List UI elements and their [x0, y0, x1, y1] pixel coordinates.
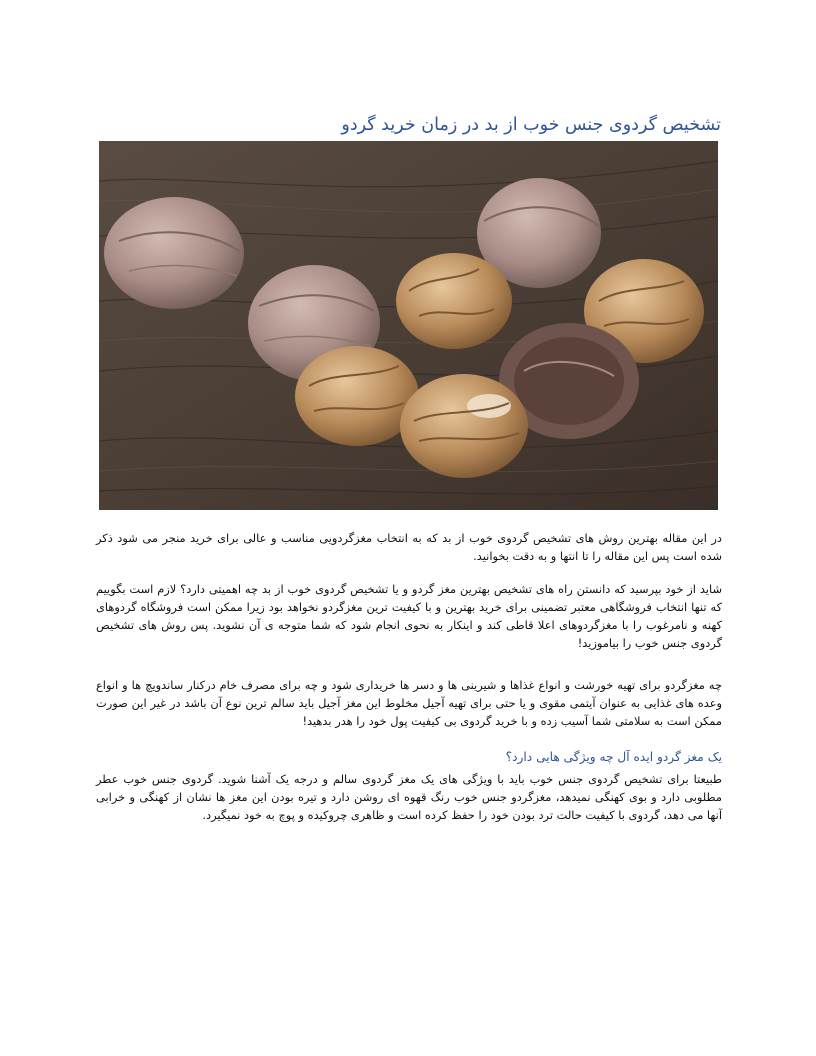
walnut-kernel-front-center [400, 374, 528, 478]
section-heading: یک مغز گردو ایده آل چه ویژگی هایی دارد؟ [505, 750, 722, 764]
paragraph-uses: چه مغزگردو برای تهیه خورشت و انواع غذاها و شیرینی ها و دسر ها خریداری شود و چه برای مصرف خام درکنار ساندویچ ها و انواع وعده های غذایی به عنوان آیتمی مقوی و یا حتی برای تهیه آجیل مخلوط این مغز آجیل باید سالم ترین نوع آن باشد در غیر این صورت ممکن است به سلامتی شما آسیب زده و با خرید گردوی بی کیفیت پول خود را هدر بدهید! [96, 678, 722, 728]
paragraph-importance: شاید از خود بپرسید که دانستن راه های تشخیص بهترین مغز گردو و یا تشخیص گردوی خوب از بد چه اهمیتی دارد؟ لازم است بگوییم که تنها انتخاب فروشگاهی معتبر تضمینی برای خرید بهترین و با کیفیت ترین مغزگردو نخواهد بود زیرا ممکن است فروشگاه گردوهای کهنه و نامرغوب را با مغزگردوهای اعلا قاطی کند و اینکار به نحوی انجام شود که شما متوجه ی آن نشوید. پس روش های تشخیص گردوی جنس خوب را بیاموزید! [96, 582, 722, 650]
paragraph-ideal-walnut: طبیعتا برای تشخیص گردوی جنس خوب باید با ویژگی های یک مغز گردوی سالم و درجه یک آشنا شوید. گردوی جنس خوب عطر مطلوبی دارد و بوی کهنگی نمیدهد، مغزگردو جنس خوب رنگ قهوه ای روشن دارد و تیره بودن این مغز ها نشان از کهنگی و خرابی آنها می دهد، گردوی با کیفیت حالت ترد بودن خود را حفظ کرده است و ظاهری چروکیده و پوچ به خود نمیگیرد. [96, 772, 722, 822]
paragraph-intro: در این مقاله بهترین روش های تشخیص گردوی خوب از بد که به انتخاب مغزگردویی مناسب و عالی برای خرید منجر می شود ذکر شده است پس این مقاله را تا انتها و به دقت بخوانید. [96, 531, 722, 563]
walnuts-photo [99, 141, 718, 510]
document-title: تشخیص گردوی جنس خوب از بد در زمان خرید گردو [341, 115, 721, 135]
walnut-shell-left [104, 197, 244, 309]
walnut-kernel-center [396, 253, 512, 349]
